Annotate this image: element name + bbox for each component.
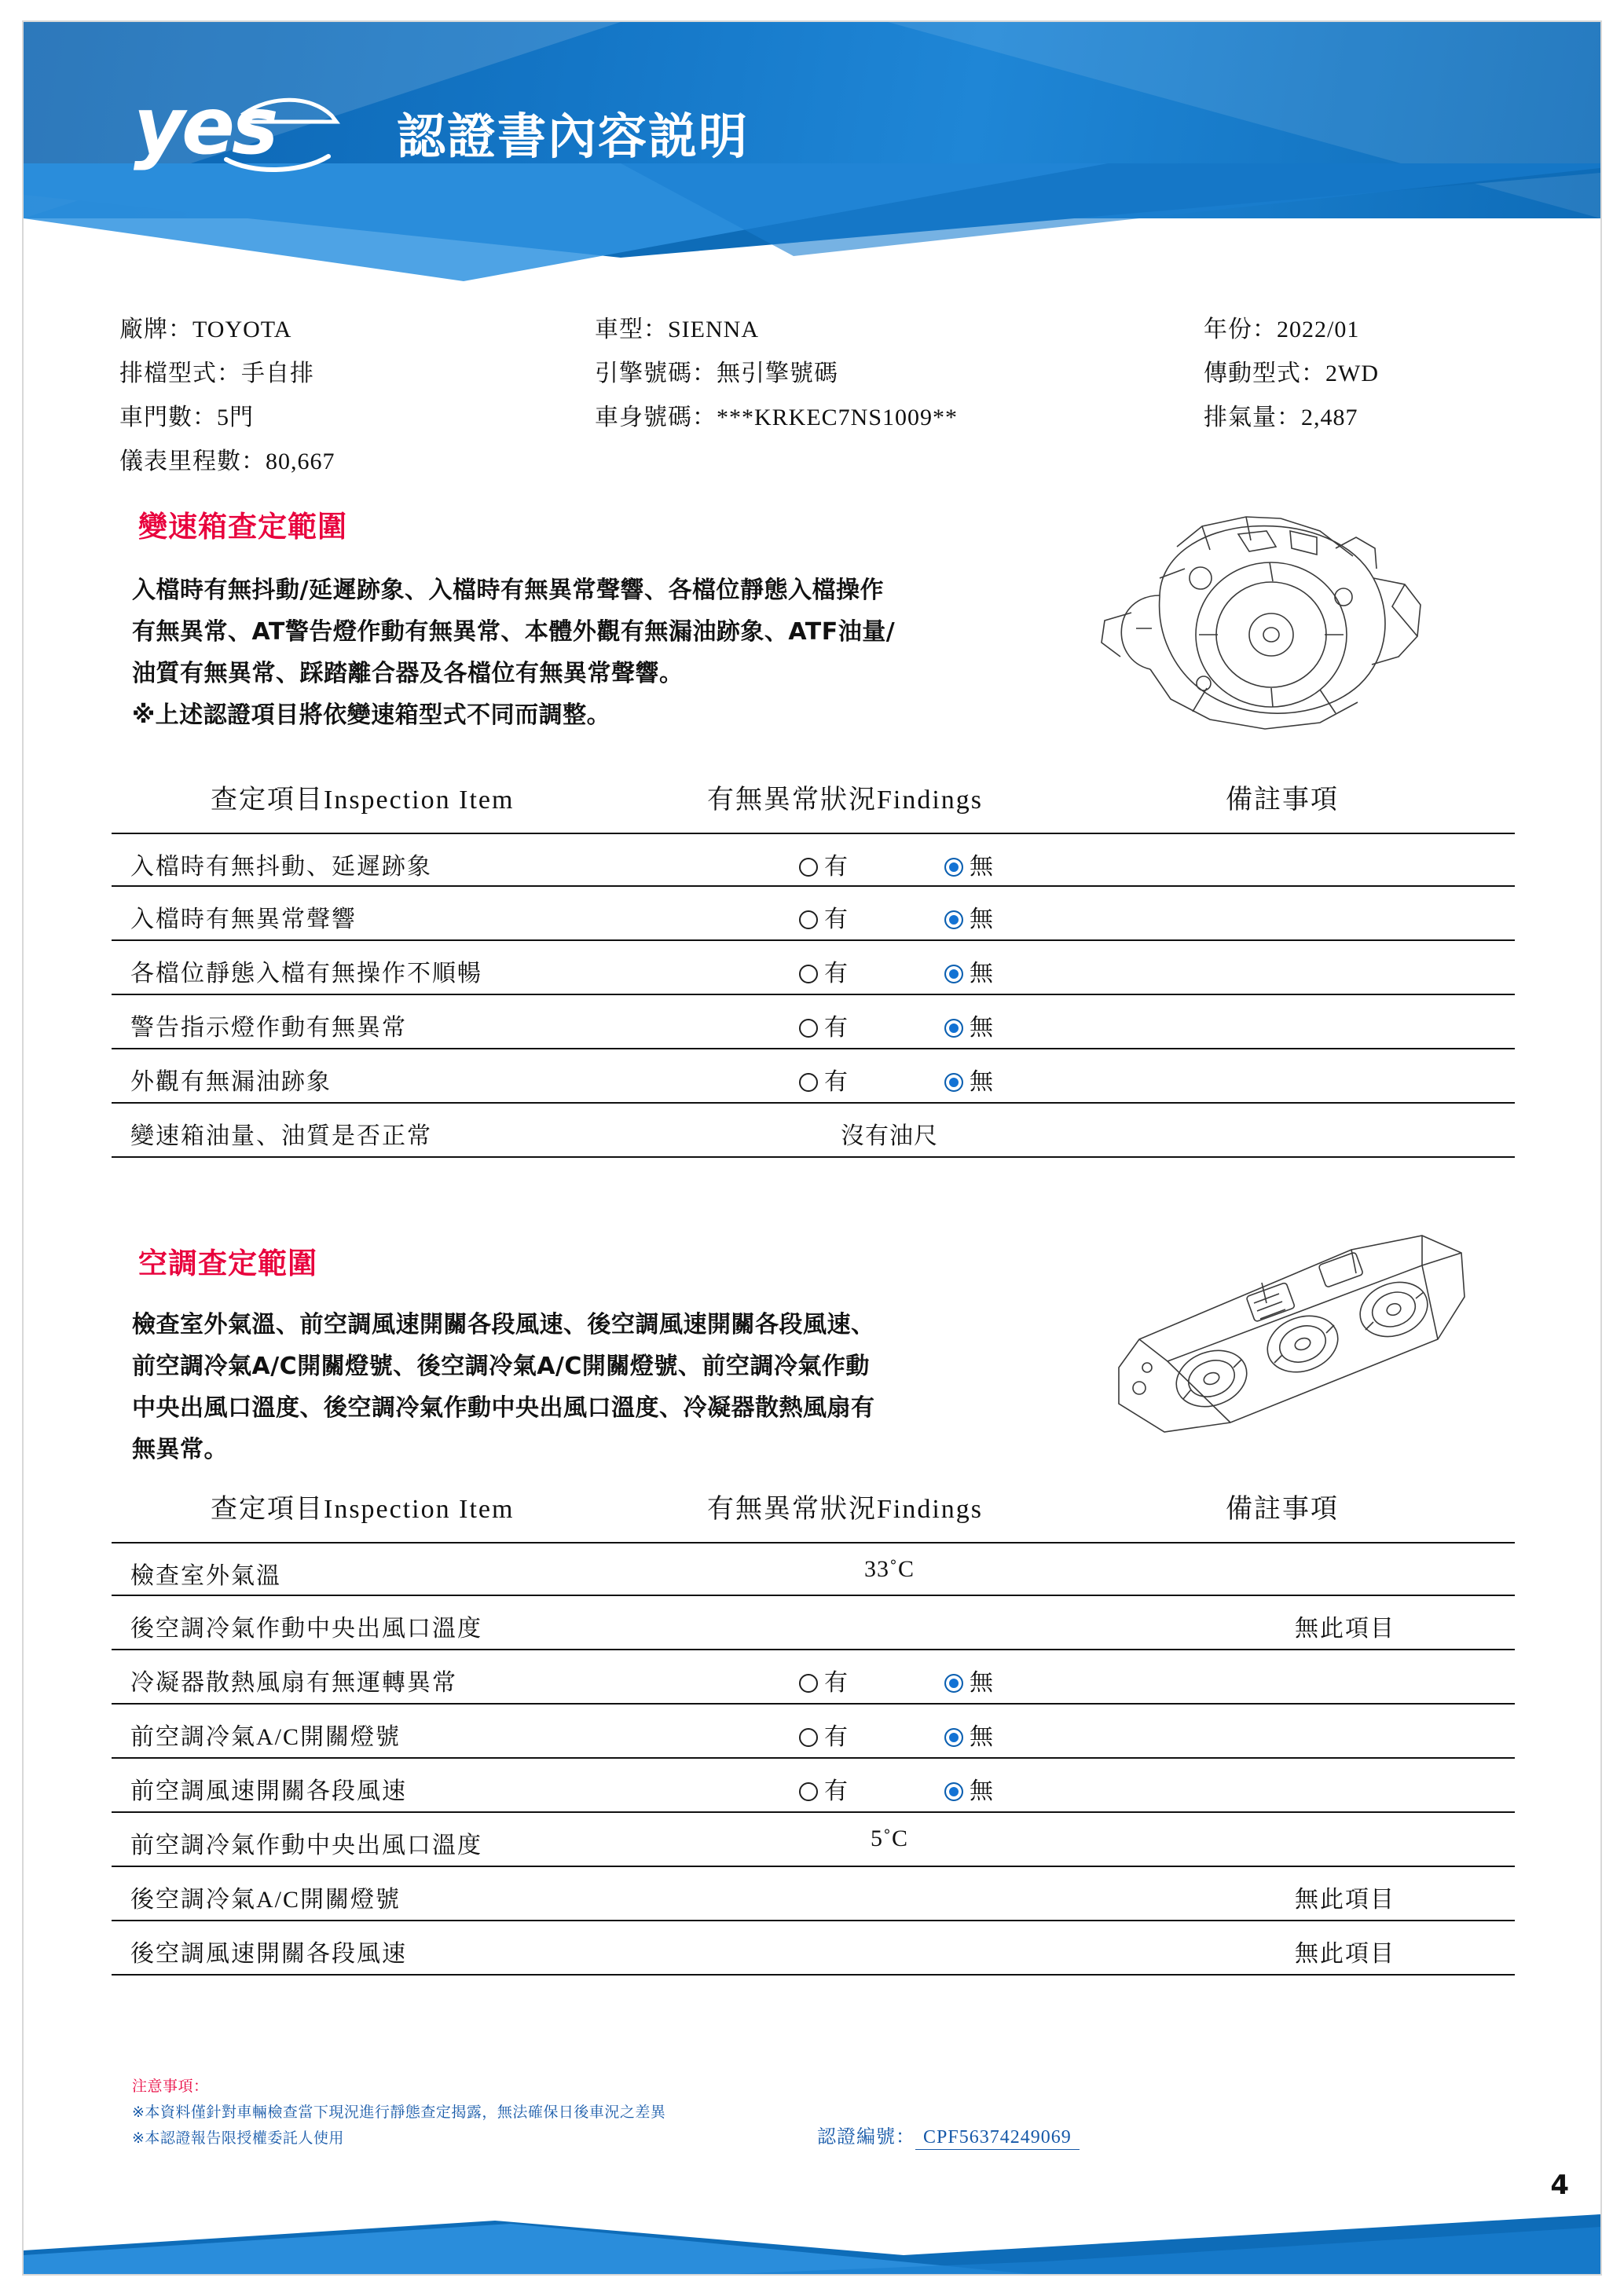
- vehicle-info-transmission: 排檔型式：手自排: [119, 361, 314, 386]
- section-1-col-findings: 有無異常狀況Findings: [707, 785, 984, 815]
- radio-option-no[interactable]: [944, 1771, 994, 1806]
- row-label: 前空調冷氣A/C開關燈號: [130, 1724, 401, 1750]
- radio-label-no: 無: [970, 1670, 994, 1696]
- section-1-title: 變速箱查定範圍: [138, 510, 347, 544]
- row-label: 後空調冷氣作動中央出風口溫度: [130, 1616, 482, 1642]
- radio-circle-no[interactable]: [944, 858, 963, 877]
- table-row: [112, 1867, 1515, 1921]
- vehicle-info-vin: 車身號碼：***KRKEC7NS1009**: [595, 405, 959, 430]
- radio-circle-no[interactable]: [944, 965, 963, 983]
- row-remark: 無此項目: [1295, 1616, 1395, 1642]
- section-1-desc-line-2: 有無異常、AT警告燈作動有無異常、本體外觀有無漏油跡象、ATF油量/: [132, 618, 896, 646]
- row-label: 外觀有無漏油跡象: [130, 1069, 332, 1095]
- table-row: [112, 995, 1515, 1049]
- row-label: 入檔時有無抖動、延遲跡象: [130, 854, 432, 880]
- ac-control-panel-illustration: [1092, 1221, 1485, 1457]
- section-1-description: [132, 569, 895, 736]
- ac-inspection-table: [112, 1542, 1515, 1976]
- radio-circle-yes[interactable]: [799, 1019, 818, 1038]
- radio-circle-yes[interactable]: [799, 1674, 818, 1693]
- section-2-desc-line-1: 檢查室外氣溫、前空調風速開關各段風速、後空調風速開關各段風速、: [132, 1311, 875, 1338]
- radio-circle-yes[interactable]: [799, 1073, 818, 1092]
- radio-option-yes[interactable]: [799, 1771, 849, 1806]
- section-1-desc-line-1: 入檔時有無抖動/延遲跡象、入檔時有無異常聲響、各檔位靜態入檔操作: [132, 577, 884, 604]
- row-label: 變速箱油量、油質是否正常: [130, 1123, 432, 1149]
- vehicle-info-col-1: [119, 308, 335, 484]
- row-label: 前空調風速開關各段風速: [130, 1778, 407, 1804]
- radio-circle-yes[interactable]: [799, 1728, 818, 1747]
- vehicle-info-engine-no: 引擎號碼：無引擎號碼: [595, 361, 838, 386]
- radio-label-yes: 有: [824, 854, 849, 880]
- row-remark: 無此項目: [1295, 1941, 1395, 1967]
- svg-text:yes: yes: [134, 81, 276, 172]
- section-2-col-findings: 有無異常狀況Findings: [707, 1495, 984, 1524]
- vehicle-info-brand: 廠牌：TOYOTA: [119, 317, 292, 342]
- row-label: 入檔時有無異常聲響: [130, 906, 357, 932]
- footer-note-1: ※本資料僅針對車輛檢查當下現況進行靜態查定揭露，無法確保日後車況之差異: [132, 2104, 666, 2121]
- row-label: 檢查室外氣溫: [130, 1563, 281, 1589]
- radio-circle-yes[interactable]: [799, 1782, 818, 1801]
- radio-label-yes: 有: [824, 961, 849, 987]
- radio-option-yes[interactable]: [799, 1717, 849, 1752]
- radio-option-yes[interactable]: [799, 1062, 849, 1097]
- section-2-desc-line-2: 前空調冷氣A/C開關燈號、後空調冷氣A/C開關燈號、前空調冷氣作動: [132, 1353, 870, 1380]
- radio-label-no: 無: [970, 961, 994, 987]
- footer-wave-decoration: [24, 2180, 1600, 2274]
- radio-label-yes: 有: [824, 1015, 849, 1041]
- radio-circle-yes[interactable]: [799, 965, 818, 983]
- radio-option-no[interactable]: [944, 1717, 994, 1752]
- vehicle-info-drivetrain: 傳動型式：2WD: [1204, 361, 1379, 386]
- vehicle-info-col-2: [595, 308, 958, 440]
- row-label: 各檔位靜態入檔有無操作不順暢: [130, 961, 482, 987]
- vehicle-info-doors: 車門數：5門: [119, 405, 254, 430]
- vehicle-info-displacement: 排氣量：2,487: [1204, 405, 1358, 430]
- vehicle-info-col-3: [1204, 308, 1379, 440]
- section-2-desc-line-3: 中央出風口溫度、後空調冷氣作動中央出風口溫度、冷凝器散熱風扇有: [132, 1394, 875, 1422]
- table-row: [112, 1813, 1515, 1867]
- footer-note-2: ※本認證報告限授權委託人使用: [132, 2129, 344, 2147]
- radio-option-yes[interactable]: [799, 899, 849, 934]
- transmission-illustration: [1084, 503, 1461, 738]
- radio-label-yes: 有: [824, 1724, 849, 1750]
- radio-label-no: 無: [970, 1724, 994, 1750]
- radio-option-yes[interactable]: [799, 847, 849, 881]
- row-label: 前空調冷氣作動中央出風口溫度: [130, 1833, 482, 1858]
- section-1-desc-line-3: 油質有無異常、踩踏離合器及各檔位有無異常聲響。: [132, 660, 684, 687]
- transmission-inspection-table: [112, 833, 1515, 1158]
- table-row: [112, 833, 1515, 887]
- section-2-title: 空調查定範圍: [138, 1247, 317, 1280]
- radio-circle-no[interactable]: [944, 1019, 963, 1038]
- radio-option-no[interactable]: [944, 1062, 994, 1097]
- certificate-number: [817, 2121, 1080, 2148]
- section-2-col-remark: 備註事項: [1226, 1495, 1339, 1524]
- table-row: [112, 1049, 1515, 1104]
- table-row: [112, 1104, 1515, 1158]
- radio-option-yes[interactable]: [799, 1008, 849, 1042]
- section-1-desc-line-4: ※上述認證項目將依變速箱型式不同而調整。: [132, 701, 611, 729]
- certificate-number-value: CPF56374249069: [915, 2127, 1080, 2150]
- radio-label-no: 無: [970, 906, 994, 932]
- table-row: [112, 1921, 1515, 1976]
- radio-circle-no[interactable]: [944, 1674, 963, 1693]
- table-row: [112, 941, 1515, 995]
- section-2-desc-line-4: 無異常。: [132, 1436, 228, 1463]
- vehicle-info-year: 年份：2022/01: [1204, 317, 1360, 342]
- footer-notes: [132, 2074, 665, 2151]
- row-label: 冷凝器散熱風扇有無運轉異常: [130, 1670, 457, 1696]
- radio-circle-no[interactable]: [944, 1073, 963, 1092]
- row-value: 33˚C: [864, 1556, 915, 1582]
- radio-circle-no[interactable]: [944, 1728, 963, 1747]
- row-remark: 無此項目: [1295, 1887, 1395, 1913]
- radio-label-no: 無: [970, 854, 994, 880]
- radio-option-no[interactable]: [944, 847, 994, 881]
- section-2-col-item: 查定項目Inspection Item: [211, 1495, 515, 1524]
- radio-option-yes[interactable]: [799, 1663, 849, 1697]
- certificate-number-label: 認證編號：: [817, 2127, 915, 2148]
- radio-option-no[interactable]: [944, 899, 994, 934]
- table-row: [112, 1759, 1515, 1813]
- radio-option-yes[interactable]: [799, 954, 849, 988]
- radio-label-yes: 有: [824, 1778, 849, 1804]
- radio-option-no[interactable]: [944, 1008, 994, 1042]
- radio-circle-yes[interactable]: [799, 910, 818, 929]
- page-number: 4: [1550, 2170, 1569, 2201]
- row-value: 沒有油尺: [841, 1123, 938, 1149]
- row-label: 後空調風速開關各段風速: [130, 1941, 407, 1967]
- table-row: [112, 1542, 1515, 1596]
- table-row: [112, 1650, 1515, 1705]
- section-1-col-item: 查定項目Inspection Item: [211, 785, 515, 815]
- row-label: 警告指示燈作動有無異常: [130, 1015, 407, 1041]
- row-label: 後空調冷氣A/C開關燈號: [130, 1887, 401, 1913]
- radio-circle-no[interactable]: [944, 910, 963, 929]
- table-row: [112, 1596, 1515, 1650]
- radio-circle-no[interactable]: [944, 1782, 963, 1801]
- vehicle-info-model: 車型：SIENNA: [595, 317, 759, 342]
- radio-label-yes: 有: [824, 1069, 849, 1095]
- yes-logo-mark: [134, 81, 369, 183]
- radio-option-no[interactable]: [944, 954, 994, 988]
- table-row: [112, 887, 1515, 941]
- radio-circle-yes[interactable]: [799, 858, 818, 877]
- radio-label-no: 無: [970, 1069, 994, 1095]
- table-row: [112, 1705, 1515, 1759]
- radio-label-no: 無: [970, 1015, 994, 1041]
- radio-label-no: 無: [970, 1778, 994, 1804]
- radio-label-yes: 有: [824, 906, 849, 932]
- page-title: 認證書內容説明: [397, 108, 750, 165]
- radio-label-yes: 有: [824, 1670, 849, 1696]
- vehicle-info-mileage: 儀表里程數：80,667: [119, 449, 335, 474]
- section-2-description: [132, 1304, 875, 1470]
- page-header: [24, 22, 1600, 281]
- row-value: 5˚C: [871, 1825, 908, 1851]
- section-1-col-remark: 備註事項: [1226, 785, 1339, 815]
- yes-logo: [134, 81, 369, 175]
- footer-notes-title: 注意事項：: [132, 2078, 209, 2095]
- radio-option-no[interactable]: [944, 1663, 994, 1697]
